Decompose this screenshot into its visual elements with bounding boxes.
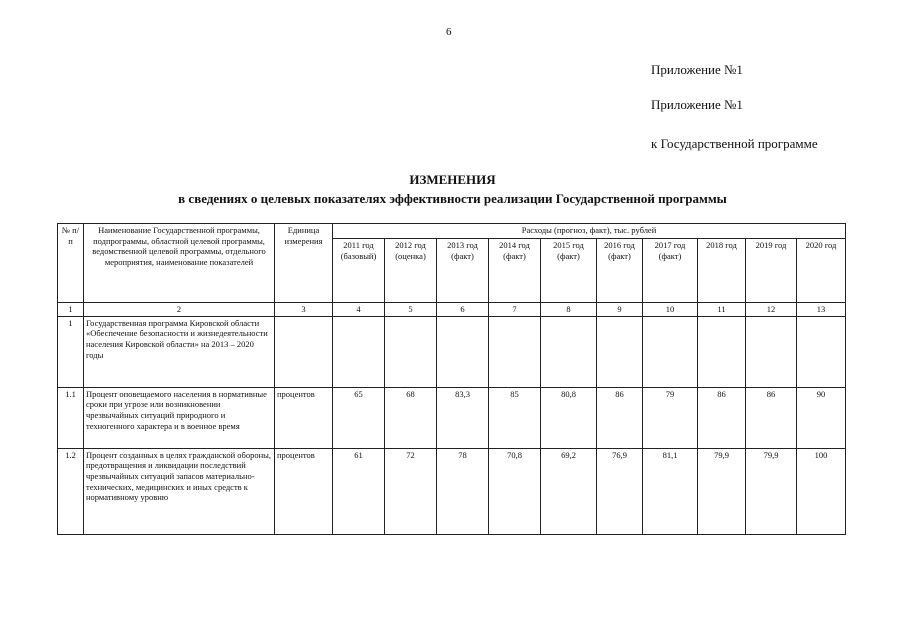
row-name: Процент созданных в целях гражданской обороны, предотвращения и ликвидации последствий чрезвычайных ситуаций запасов материально-технических, медицинских и иных средств к нормативному уровню <box>84 448 275 534</box>
appendix-label: Приложение №1 <box>651 97 743 112</box>
row-number: 1 <box>58 316 84 387</box>
header-year: 2011 год (базовый) <box>333 239 385 303</box>
row-value: 86 <box>746 387 797 448</box>
row-value: 69,2 <box>541 448 597 534</box>
row-value <box>437 316 489 387</box>
row-value: 61 <box>333 448 385 534</box>
row-unit <box>275 316 333 387</box>
appendix-label: Приложение №1 <box>651 62 743 77</box>
column-index: 10 <box>643 303 698 317</box>
row-name: Государственная программа Кировской области «Обеспечение безопасности и жизнедеятельности населения Кировской области» на 2013 – 2020 годы <box>84 316 275 387</box>
table-row <box>58 448 846 534</box>
row-value <box>541 316 597 387</box>
column-index: 3 <box>275 303 333 317</box>
row-value: 76,9 <box>597 448 643 534</box>
column-index: 7 <box>489 303 541 317</box>
column-index-row <box>58 303 846 317</box>
column-index: 2 <box>84 303 275 317</box>
header-year: 2018 год <box>698 239 746 303</box>
row-value: 80,8 <box>541 387 597 448</box>
column-index: 12 <box>746 303 797 317</box>
header-year: 2019 год <box>746 239 797 303</box>
row-value: 90 <box>797 387 846 448</box>
header-year: 2012 год (оценка) <box>385 239 437 303</box>
row-value: 86 <box>698 387 746 448</box>
column-index: 5 <box>385 303 437 317</box>
header-expenses-group: Расходы (прогноз, факт), тыс. рублей <box>333 224 846 239</box>
page-number: 6 <box>446 26 452 38</box>
row-number: 1.1 <box>58 387 84 448</box>
table-header-row <box>58 224 846 239</box>
table-row <box>58 316 846 387</box>
appendix-reference: к Государственной программе <box>651 136 818 151</box>
column-index: 4 <box>333 303 385 317</box>
row-value: 81,1 <box>643 448 698 534</box>
row-value: 83,3 <box>437 387 489 448</box>
header-name: Наименование Государственной программы, подпрограммы, областной целевой программы, ведомственной целевой программы, отдельного мероприятия, наименование показателей <box>84 224 275 303</box>
row-number: 1.2 <box>58 448 84 534</box>
row-value: 86 <box>597 387 643 448</box>
document-subtitle: в сведениях о целевых показателях эффективности реализации Государственной программы <box>178 191 727 206</box>
row-unit: процентов <box>275 387 333 448</box>
indicators-table <box>57 223 846 535</box>
column-index: 9 <box>597 303 643 317</box>
row-value <box>597 316 643 387</box>
column-index: 11 <box>698 303 746 317</box>
row-value <box>333 316 385 387</box>
header-year: 2014 год (факт) <box>489 239 541 303</box>
header-year: 2017 год (факт) <box>643 239 698 303</box>
table-row <box>58 387 846 448</box>
row-value <box>797 316 846 387</box>
column-index: 8 <box>541 303 597 317</box>
row-value: 100 <box>797 448 846 534</box>
header-number: № п/п <box>58 224 84 303</box>
column-index: 1 <box>58 303 84 317</box>
column-index: 6 <box>437 303 489 317</box>
row-value: 72 <box>385 448 437 534</box>
header-year: 2016 год (факт) <box>597 239 643 303</box>
row-value: 65 <box>333 387 385 448</box>
row-value <box>643 316 698 387</box>
header-year: 2013 год (факт) <box>437 239 489 303</box>
header-year: 2020 год <box>797 239 846 303</box>
document-title: ИЗМЕНЕНИЯ <box>409 172 496 187</box>
row-value: 68 <box>385 387 437 448</box>
header-year: 2015 год (факт) <box>541 239 597 303</box>
row-value <box>385 316 437 387</box>
row-value <box>489 316 541 387</box>
row-value: 85 <box>489 387 541 448</box>
row-unit: процентов <box>275 448 333 534</box>
column-index: 13 <box>797 303 846 317</box>
header-unit: Единица измерения <box>275 224 333 303</box>
row-value <box>698 316 746 387</box>
row-value: 79 <box>643 387 698 448</box>
row-name: Процент оповещаемого населения в нормативные сроки при угрозе или возникновении чрезвычайных ситуаций природного и техногенного характера и в военное время <box>84 387 275 448</box>
row-value: 79,9 <box>698 448 746 534</box>
row-value: 70,8 <box>489 448 541 534</box>
row-value <box>746 316 797 387</box>
row-value: 79,9 <box>746 448 797 534</box>
row-value: 78 <box>437 448 489 534</box>
